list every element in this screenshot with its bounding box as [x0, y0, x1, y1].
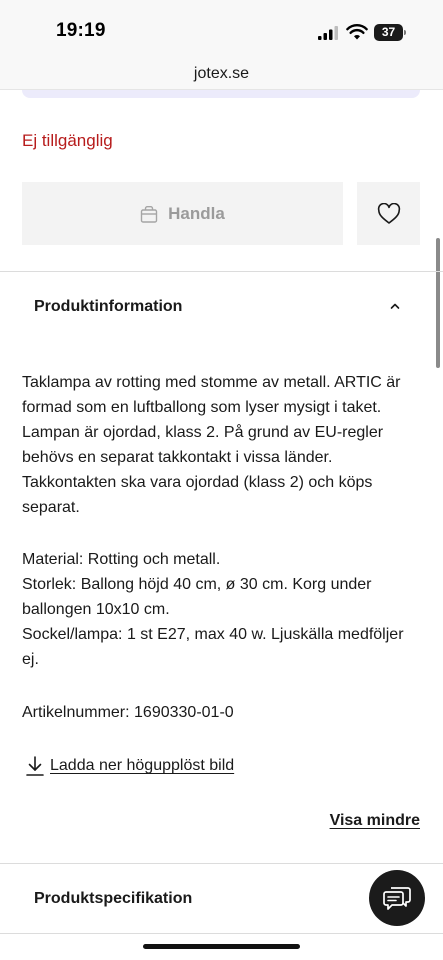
- wifi-icon: [346, 24, 368, 40]
- url-text[interactable]: jotex.se: [193, 65, 250, 82]
- material-line: ej.: [22, 651, 39, 668]
- battery-icon: [374, 24, 406, 41]
- favorite-button[interactable]: [357, 182, 420, 245]
- description-line: Lampan är ojordad, klass 2. På grund av EU-regler: [22, 424, 384, 441]
- description-line: behövs en separat takkontakt i vissa länder.: [22, 449, 333, 466]
- description-line: Taklampa av rotting med stomme av metall. ARTIC är: [22, 374, 401, 391]
- shopping-bag-icon: [140, 205, 158, 223]
- divider: [0, 933, 443, 934]
- heart-icon: [377, 203, 401, 225]
- product-info-header[interactable]: Produktinformation: [34, 298, 183, 315]
- chevron-up-icon[interactable]: [387, 298, 403, 314]
- show-less-link[interactable]: Visa mindre: [329, 812, 420, 829]
- availability-status: Ej tillgänglig: [22, 131, 113, 150]
- scrollbar[interactable]: [436, 238, 440, 368]
- buy-button-label: Handla: [168, 203, 225, 223]
- material-line: ballongen 10x10 cm.: [22, 601, 170, 618]
- material-line: Sockel/lampa: 1 st E27, max 40 w. Ljuskälla medföljer: [22, 626, 404, 643]
- product-material-info: [22, 547, 422, 672]
- status-time: 19:19: [56, 20, 106, 41]
- divider: [0, 271, 443, 272]
- chat-button[interactable]: [369, 870, 425, 926]
- download-image-link[interactable]: [26, 756, 234, 776]
- description-line: Takkontakten ska vara ojordad (klass 2) och köps: [22, 474, 373, 491]
- battery-level: 37: [381, 25, 396, 39]
- product-spec-header[interactable]: Produktspecifikation: [34, 890, 193, 907]
- divider: [0, 863, 443, 864]
- download-icon: [26, 756, 44, 776]
- browser-url-bar[interactable]: [0, 60, 443, 90]
- chat-icon: [382, 884, 412, 912]
- cellular-signal-icon: [318, 26, 338, 40]
- home-indicator[interactable]: [143, 944, 300, 949]
- buy-button[interactable]: [22, 182, 343, 245]
- download-label: Ladda ner högupplöst bild: [50, 757, 235, 774]
- product-description: [22, 370, 422, 520]
- status-bar: [0, 0, 443, 60]
- material-line: Storlek: Ballong höjd 40 cm, ø 30 cm. Korg under: [22, 576, 372, 593]
- description-line: formad som en luftballong som lyser mysigt i taket.: [22, 399, 382, 416]
- article-number: Artikelnummer: 1690330-01-0: [22, 704, 234, 721]
- description-line: separat.: [22, 499, 80, 516]
- promo-strip: [22, 90, 420, 98]
- material-line: Material: Rotting och metall.: [22, 551, 221, 568]
